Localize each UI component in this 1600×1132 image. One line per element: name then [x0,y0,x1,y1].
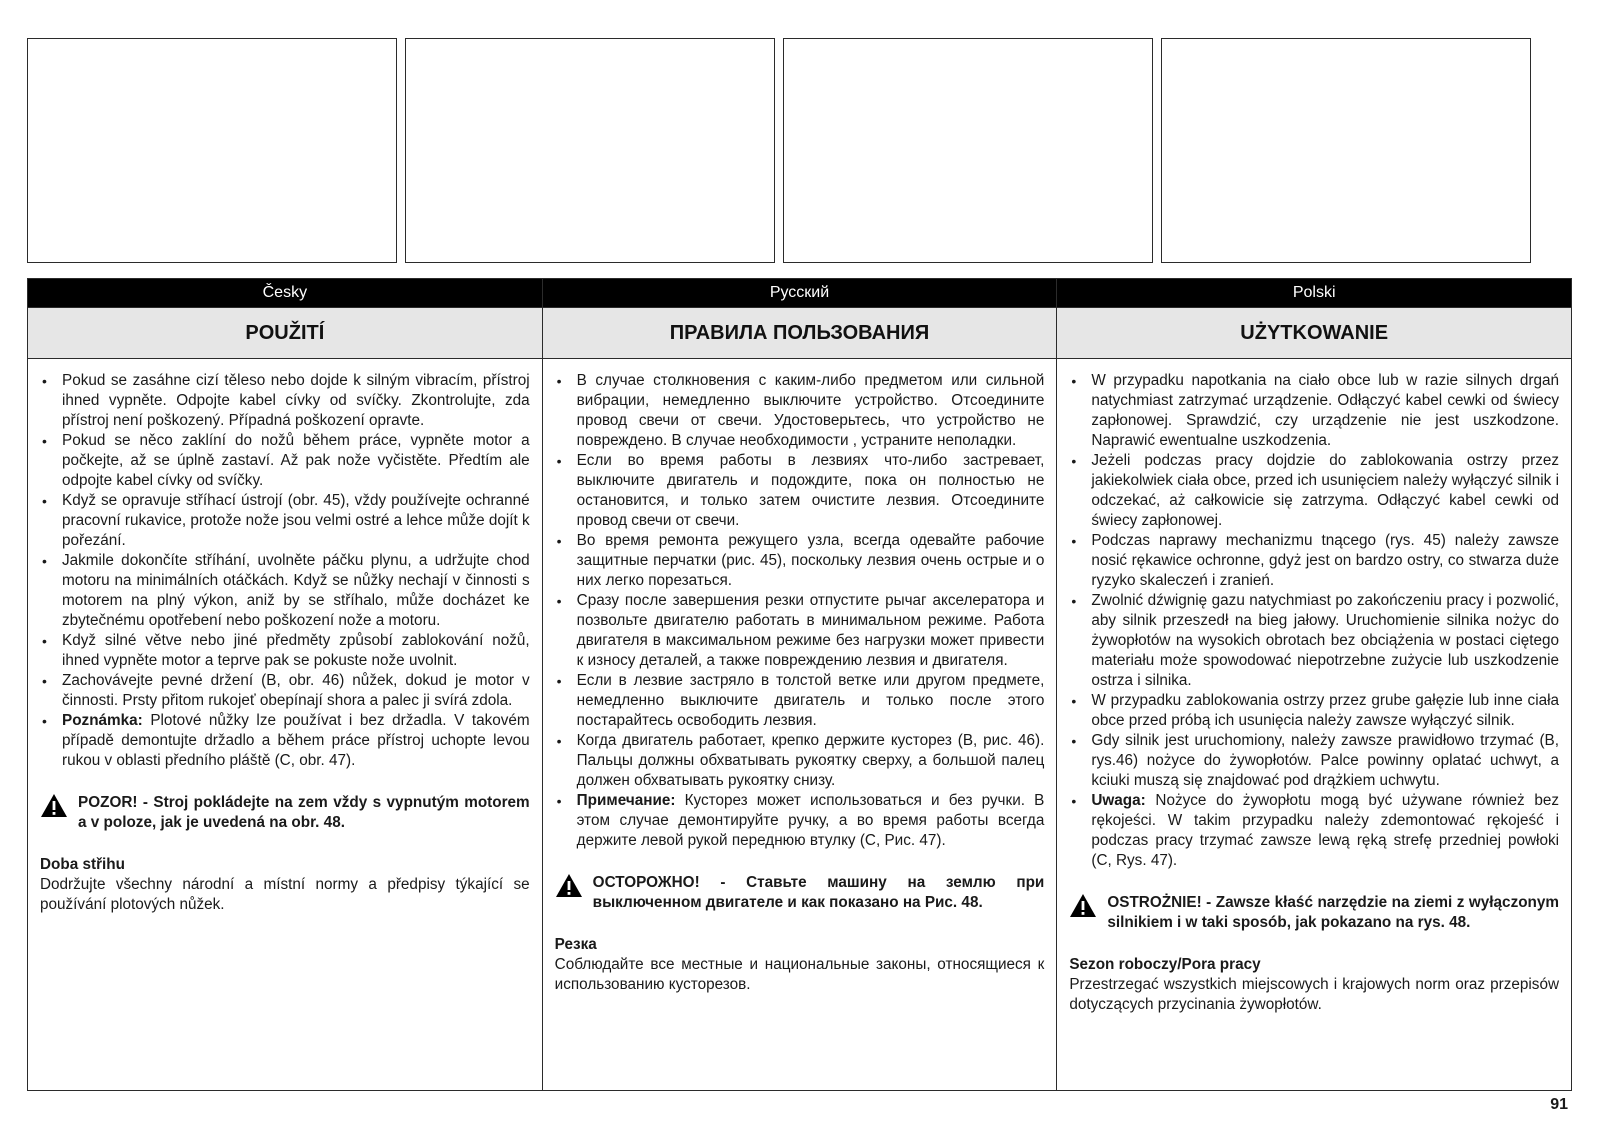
instruction-list [555,371,1045,851]
list-item [40,551,530,631]
list-item [40,631,530,671]
list-item [1069,371,1559,451]
bullet-icon: • [42,493,47,509]
list-item [555,731,1045,791]
language-label: Polski [1057,279,1571,308]
item-lead: Примечание: [576,792,676,809]
item-text: Сразу после завершения резки отпустите рычаг акселератора и позвольте двигателю работать в минимальном режиме. Работа двигателя в максимальном режиме без нагрузки может привести к износу деталей, а также повреждению лезвия и двигателя. [576,592,1045,669]
subsection-title: Doba střihu [40,856,125,873]
item-text: Zwolnić dźwignię gazu natychmiast po zakończeniu pracy i pozwolić, aby silnik przeszedł na bieg jałowy. Uruchomienie silnika nożyc do żywopłotów na wysokich obrotach bez obciążenia w postaci ciętego materiału może spowodować niepotrzebne zużycie lub uszkodzenie ostrza i silnika. [1091,592,1560,689]
column-czech [28,279,543,1090]
item-text: Když se opravuje stříhací ústrojí (obr. 45), vždy používejte ochranné pracovní rukavice, protože nože jsou velmi ostré a lehce může dojít k pořezání. [62,492,530,549]
instructions-table [27,278,1572,1091]
bullet-icon: • [42,713,47,729]
bullet-icon: • [556,793,562,809]
column-body [1057,359,1571,1090]
bullet-icon: • [556,453,562,469]
item-text: Zachovávejte pevné držení (B, obr. 46) nůžek, dokud je motor v činnosti. Prsty přitom rukojeť obepínají shora a palec ji svírá zdola. [62,672,530,709]
warning-triangle-icon [1069,893,1097,918]
bullet-icon: • [42,633,47,649]
subsection-title: Резка [554,936,597,953]
bullet-icon: • [1071,793,1077,809]
item-text: Plotové nůžky lze používat i bez držadla. V takovém případě demontujte držadlo a během práce přístroj uchopte levou rukou v oblasti předního pláště (C, obr. 47). [62,712,530,769]
item-text: Во время ремонта режущего узла, всегда одевайте рабочие защитные перчатки (рис. 45), поскольку лезвия очень острые и о них легко порезаться. [576,532,1045,589]
bullet-icon: • [556,593,562,609]
list-item [40,491,530,551]
warning-block [555,873,1045,913]
list-item [40,671,530,711]
bullet-icon: • [556,373,562,389]
item-lead: Uwaga: [1091,792,1146,809]
list-item [1069,731,1559,791]
item-text: В случае столкновения с каким-либо предметом или сильной вибрации, немедленно выключите устройство. Отсоедините провод свечи от свечи. Удостоверьтесь, что устройство не повреждено. В случае необходимости , устраните неполадки. [576,372,1045,449]
subsection-text: Соблюдайте все местные и национальные законы, относящиеся к использованию кусторезов. [554,956,1045,993]
item-text: Если во время работы в лезвиях что-либо застревает, выключите двигатель и подождите, пока он полностью не остановится, и только затем очистите лезвия. Отсоедините провод свечи от свечи. [576,452,1045,529]
bullet-icon: • [42,673,47,689]
list-item [555,371,1045,451]
bullet-icon: • [1071,593,1077,609]
warning-block [40,793,530,833]
list-item [1069,791,1559,871]
bullet-icon: • [1071,693,1077,709]
figure-box-4 [1161,38,1531,263]
item-text: Podczas naprawy mechanizmu tnącego (rys. 45) należy zawsze nosić rękawice ochronne, gdyż jest on bardzo ostry, co stwarza duże ryzyko skaleczeń i zranień. [1091,532,1560,589]
item-text: Jeżeli podczas pracy dojdzie do zablokowania ostrzy przez jakiekolwiek ciała obce, przed ich usunięciem należy wyłączyć silnik i odczekać, aż całkowicie się zatrzyma. Odłączyć kabel cewki od świecy zapłonowej. [1091,452,1560,529]
column-russian [543,279,1058,1090]
list-item [555,671,1045,731]
list-item [555,531,1045,591]
list-item [40,371,530,431]
item-text: Pokud se něco zaklíní do nožů během práce, vypněte motor a počkejte, až se úplně zastaví. Až pak nože vyčistěte. Předtím ale odpojte kabel cívky od svíčky. [62,432,530,489]
list-item [1069,691,1559,731]
item-text: Jakmile dokončíte stříhání, uvolněte páčku plynu, a udržujte chod motoru na minimálních otáčkách. Když se nůžky nechají v činnosti s motorem na plný výkon, aniž by se stříhalo, může docházet ke zbytečnému opotřebení nebo poškození nože a motoru. [62,552,530,629]
warning-text: OSTROŻNIE! - Zawsze kłaść narzędzie na ziemi z wyłączonym silnikiem i w taki sposób, jak pokazano na rys. 48. [1107,894,1560,931]
warning-text: POZOR! - Stroj pokládejte na zem vždy s vypnutým motorem a v poloze, jak je uvedená na obr. 48. [78,794,530,831]
column-body [543,359,1057,1090]
item-text: W przypadku zablokowania ostrzy przez grube gałęzie lub inne ciała obce przed próbą ich usunięcia należy zawsze wyłączyć silnik. [1091,692,1560,729]
list-item [555,591,1045,671]
item-text: Nożyce do żywopłotu mogą być używane również bez rękojeści. W takim przypadku należy zdemontować rękojeść i podczas pracy trzymać zawsze lewą ręką strefę przedniej powłoki (C, Rys. 47). [1091,792,1560,869]
item-lead: Poznámka: [62,712,143,729]
list-item [40,431,530,491]
item-text: Когда двигатель работает, крепко держите кусторез (B, рис. 46). Пальцы должны обхватывать рукоятку сверху, а большой палец должен обхватывать рукоятку снизу. [576,732,1045,789]
list-item [555,791,1045,851]
bullet-icon: • [1071,533,1077,549]
item-text: Když silné větve nebo jiné předměty způsobí zablokování nožů, ihned vypněte motor a teprve pak se pokuste nože uvolnit. [62,632,530,669]
bullet-icon: • [42,553,47,569]
instruction-list [40,371,530,771]
column-polish [1057,279,1571,1090]
item-text: W przypadku napotkania na ciało obce lub w razie silnych drgań natychmiast zatrzymać urządzenie. Odłączyć kabel cewki od świecy zapłonowej. Sprawdzić, czy urządzenie nie jest uszkodzone. Naprawić ewentualne uszkodzenia. [1091,372,1560,449]
language-label: Русский [543,279,1057,308]
item-text: Pokud se zasáhne cizí těleso nebo dojde k silným vibracím, přístroj ihned vypněte. Odpojte kabel cívky od svíčky. Zkontrolujte, zda přístroj není poškozený. Případná poškození opravte. [62,372,530,429]
section-heading: POUŽITÍ [28,308,542,359]
list-item [1069,451,1559,531]
column-body [28,359,542,1090]
warning-text: ОСТОРОЖНО! - Ставьте машину на землю при выключенном двигателе и как показано на Рис. 48. [592,874,1045,911]
list-item [1069,531,1559,591]
warning-block [1069,893,1559,933]
instruction-list [1069,371,1559,871]
figure-box-3 [783,38,1153,263]
list-item [555,451,1045,531]
bullet-icon: • [1071,733,1077,749]
bullet-icon: • [42,433,47,449]
subsection-title: Sezon roboczy/Pora pracy [1069,956,1261,973]
item-text: Gdy silnik jest uruchomiony, należy zawsze prawidłowo trzymać (B, rys.46) nożyce do żywopłotów. Palce powinny oplatać uchwyt, a kciuki muszą się znajdować pod drążkiem uchwytu. [1091,732,1560,789]
figure-row [27,38,1572,268]
list-item [40,711,530,771]
section-heading: UŻYTKOWANIE [1057,308,1571,359]
figure-box-1 [27,38,397,263]
bullet-icon: • [1071,373,1077,389]
subsection-text: Dodržujte všechny národní a místní normy a předpisy týkající se používání plotových nůžek. [40,876,530,913]
list-item [1069,591,1559,691]
language-label: Česky [28,279,542,308]
figure-box-2 [405,38,775,263]
bullet-icon: • [556,733,562,749]
warning-triangle-icon [40,793,68,818]
bullet-icon: • [42,373,47,389]
warning-triangle-icon [555,873,583,898]
item-text: Кусторез может использоваться и без ручки. В этом случае демонтируйте ручку, а во время работы всегда держите левой рукой переднюю втулку (C, Рис. 47). [576,792,1045,849]
bullet-icon: • [556,533,562,549]
section-heading: ПРАВИЛА ПОЛЬЗОВАНИЯ [543,308,1057,359]
bullet-icon: • [556,673,562,689]
page-number: 91 [1550,1096,1568,1113]
subsection-text: Przestrzegać wszystkich miejscowych i krajowych norm oraz przepisów dotyczących przycinania żywopłotów. [1069,976,1560,1013]
item-text: Если в лезвие застряло в толстой ветке или другом предмете, немедленно выключите двигатель и только после этого постарайтесь освободить лезвия. [576,672,1045,729]
bullet-icon: • [1071,453,1077,469]
